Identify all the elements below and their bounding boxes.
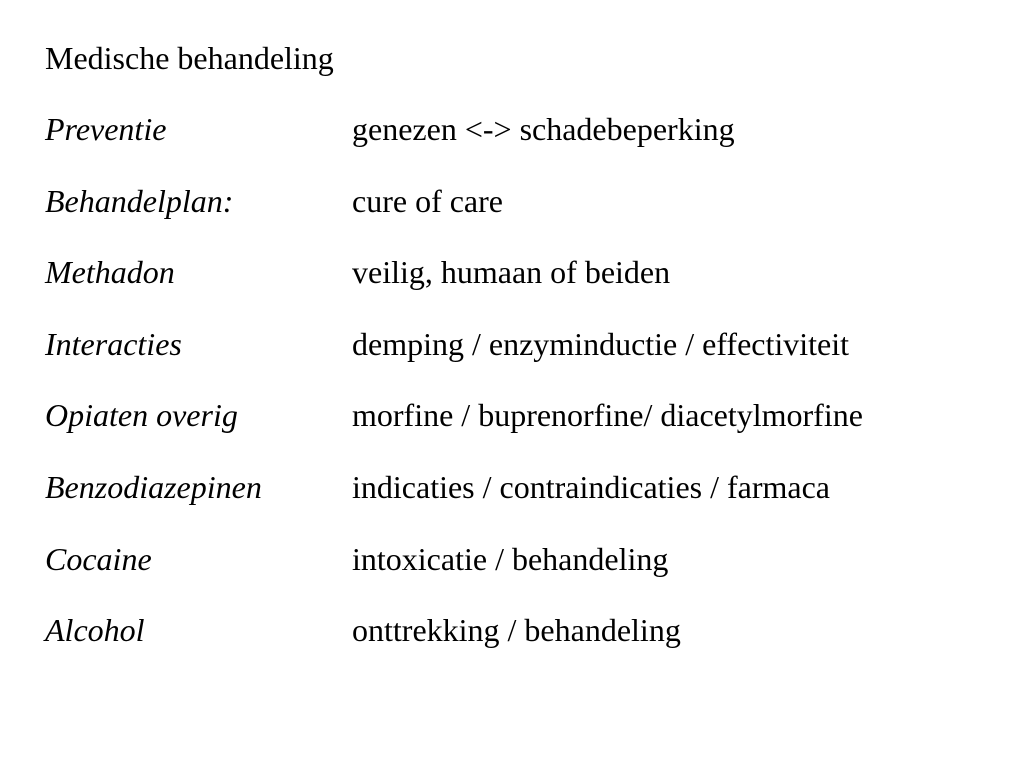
topic-list <box>45 113 1005 686</box>
topic-description: indicaties / contraindicaties / farmaca <box>352 468 830 505</box>
topic-term: Preventie <box>45 111 167 147</box>
topic-description: onttrekking / behandeling <box>352 612 681 649</box>
topic-term: Interacties <box>45 325 182 362</box>
topic-term: Methadon <box>45 254 175 291</box>
topic-row-preventie <box>45 113 1005 185</box>
topic-term: Cocaine <box>45 540 152 577</box>
topic-row-behandelplan <box>45 182 1005 257</box>
slide-title: Medische behandeling <box>45 40 334 76</box>
topic-row-cocaine <box>45 540 1005 615</box>
topic-row-methadon <box>45 256 1005 328</box>
topic-description: intoxicatie / behandeling <box>352 540 669 577</box>
topic-row-benzodiazepinen <box>45 468 1005 543</box>
topic-term: Opiaten overig <box>45 397 238 434</box>
topic-description: morfine / buprenorfine/ diacetylmorfine <box>352 397 863 434</box>
topic-row-alcohol <box>45 614 1005 686</box>
topic-term: Behandelplan: <box>45 182 234 219</box>
topic-row-interacties <box>45 325 1005 400</box>
topic-row-opiaten-overig <box>45 399 1005 471</box>
topic-term: Benzodiazepinen <box>45 468 262 505</box>
topic-description: genezen <-> schadebeperking <box>352 111 735 147</box>
topic-term: Alcohol <box>45 612 145 649</box>
topic-description: cure of care <box>352 182 503 219</box>
topic-description: veilig, humaan of beiden <box>352 254 671 291</box>
topic-description: demping / enzyminductie / effectiviteit <box>352 325 850 362</box>
